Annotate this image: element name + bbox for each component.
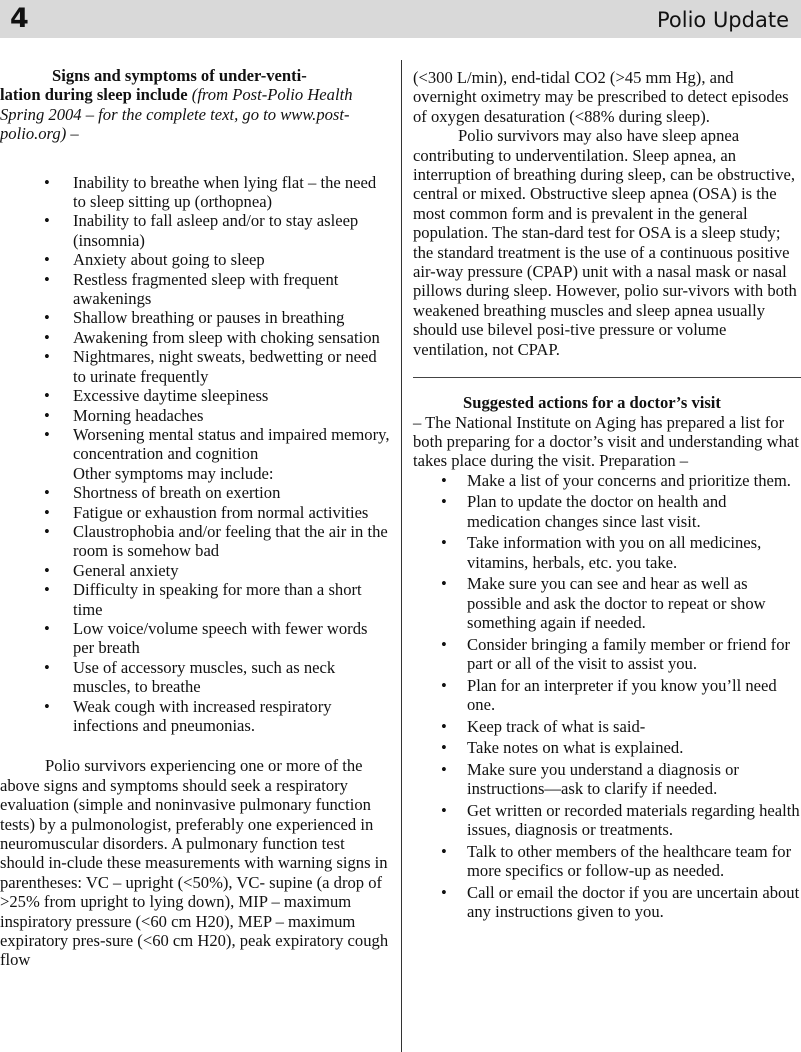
intro-heading-line-2: lation during sleep include xyxy=(0,85,188,105)
other-symptom-item-text: Fatigue or exhaustion from normal activities xyxy=(73,502,369,522)
other-symptom-item xyxy=(0,522,392,561)
action-item-text: Take information with you on all medicines, vitamins, herbals, etc. you take. xyxy=(467,533,762,572)
bullet-icon: • xyxy=(441,716,447,736)
symptom-item-text: Inability to fall asleep and/or to stay asleep (insomnia) xyxy=(73,211,359,250)
bullet-icon: • xyxy=(44,502,50,522)
column-divider xyxy=(401,60,402,1052)
action-item xyxy=(413,717,801,736)
other-symptoms-label: Other symptoms may include: xyxy=(73,463,274,483)
other-symptom-item-text: Weak cough with increased respiratory infections and pneumonias. xyxy=(73,696,332,735)
other-symptom-item-text: Difficulty in speaking for more than a short time xyxy=(73,580,362,619)
symptom-item-text: Inability to breathe when lying flat – the need to sleep sitting up (orthopnea) xyxy=(73,172,377,212)
other-symptom-item-text: Claustrophobia and/or feeling that the air in the room is somehow bad xyxy=(73,521,388,561)
symptom-item-text: Morning headaches xyxy=(73,405,204,425)
symptom-item xyxy=(0,328,392,347)
action-item-text: Make sure you can see and hear as well as possible and ask the doctor to repeat or show something again if needed. xyxy=(467,574,766,633)
bullet-icon: • xyxy=(44,657,50,677)
intro-source: (from Post-Polio Health Spring 2004 – for the complete text, go to www.post-polio.org) xyxy=(0,85,353,144)
symptom-item xyxy=(0,347,392,386)
symptom-item xyxy=(0,250,392,269)
symptom-item-text: Shallow breathing or pauses in breathing xyxy=(73,308,345,328)
evaluation-paragraph: Polio survivors experiencing one or more of the above signs and symptoms should seek a respiratory evaluation (simple and noninvasive pulmonary function tests) by a pulmonologist, preferably one experienced in neuromuscular disorders. A pulmonary function test should in-clude these measurements with warning signs in parentheses: VC – upright (<50%), VC- supine (a drop of >25% from upright to lying down), MIP – maximum inspiratory pressure (<60 cm H20), MEP – maximum expiratory pres-sure (<60 cm H20), peak expiratory cough flow xyxy=(0,756,389,970)
bullet-icon: • xyxy=(44,386,50,406)
other-symptom-item-text: General anxiety xyxy=(73,560,179,580)
action-item xyxy=(413,883,801,922)
page-header xyxy=(0,0,801,38)
bullet-icon: • xyxy=(44,521,50,541)
action-item xyxy=(413,760,801,799)
bullet-icon: • xyxy=(441,841,447,861)
bullet-icon: • xyxy=(44,580,50,600)
symptom-item xyxy=(0,386,392,405)
bullet-icon: • xyxy=(44,483,50,503)
action-item-text: Plan for an interpreter if you know you’ll need one. xyxy=(467,675,777,715)
symptom-item-text: Awakening from sleep with choking sensation xyxy=(73,327,380,347)
other-symptom-item xyxy=(0,580,392,619)
action-item xyxy=(413,801,801,840)
continuation-paragraph: (<300 L/min), end-tidal CO2 (>45 mm Hg), and overnight oximetry may be prescribed to detect episodes of oxygen desaturation (<88% during sleep). xyxy=(413,68,789,126)
action-item xyxy=(413,676,801,715)
action-item-text: Make a list of your concerns and prioritize them. xyxy=(467,470,791,490)
action-item xyxy=(413,471,801,490)
bullet-icon: • xyxy=(441,634,447,654)
action-item-text: Talk to other members of the healthcare team for more specifics or follow-up as needed. xyxy=(467,841,792,881)
bullet-icon: • xyxy=(44,327,50,347)
symptom-item-text: Anxiety about going to sleep xyxy=(73,250,265,270)
intro-dash: – xyxy=(66,124,79,144)
bullet-icon: • xyxy=(441,882,447,902)
bullet-icon: • xyxy=(44,308,50,328)
bullet-icon: • xyxy=(44,211,50,231)
symptom-item xyxy=(0,425,392,464)
bullet-icon: • xyxy=(441,738,447,758)
intro-paragraph xyxy=(0,66,392,144)
page-number: 4 xyxy=(10,3,29,34)
other-symptom-item-text: Use of accessory muscles, such as neck muscles, to breathe xyxy=(73,657,336,697)
bullet-icon: • xyxy=(441,675,447,695)
bullet-icon: • xyxy=(44,618,50,638)
symptom-item-text: Nightmares, night sweats, bedwetting or need to urinate frequently xyxy=(73,347,377,386)
bullet-icon: • xyxy=(44,696,50,716)
apnea-paragraph: Polio survivors may also have sleep apnea contributing to underventilation. Sleep apnea, an interruption of breathing during sleep, can be obstructive, central or mixed. Obstructive sleep apnea (OSA) is the most common form and is prevalent in the general population. The stan-dard test for OSA is a sleep study; the standard treatment is the use of a continuous positive air-way pressure (CPAP) unit with a nasal mask or nasal pillows during sleep. However, polio sur-vivors with both weakened breathing muscles and sleep apnea usually should use bilevel posi-tive pressure or volume ventilation, not CPAP. xyxy=(413,126,797,359)
bullet-icon: • xyxy=(441,470,447,490)
symptom-item xyxy=(0,406,392,425)
action-item-text: Make sure you understand a diagnosis or instructions—ask to clarify if needed. xyxy=(467,759,739,799)
bullet-icon: • xyxy=(44,560,50,580)
other-symptom-item xyxy=(0,658,392,697)
doctor-visit-box xyxy=(413,377,801,922)
other-symptom-list xyxy=(0,483,392,735)
action-item-text: Call or email the doctor if you are uncertain about any instructions given to you. xyxy=(467,882,800,922)
action-item xyxy=(413,738,801,757)
intro-heading-line-1: Signs and symptoms of under-venti- xyxy=(52,66,307,85)
symptom-item xyxy=(0,308,392,327)
other-symptom-item xyxy=(0,697,392,736)
bullet-icon: • xyxy=(441,533,447,553)
bullet-icon: • xyxy=(441,574,447,594)
action-item-text: Consider bringing a family member or friend for part or all of the visit to assist you. xyxy=(467,634,791,674)
other-symptom-item-text: Low voice/volume speech with fewer words per breath xyxy=(73,618,368,658)
symptom-list xyxy=(0,173,392,464)
bullet-icon: • xyxy=(441,492,447,512)
symptom-item xyxy=(0,173,392,212)
symptom-item xyxy=(0,211,392,250)
symptom-item-text: Restless fragmented sleep with frequent awakenings xyxy=(73,269,339,309)
right-column xyxy=(413,68,801,924)
other-symptom-item-text: Shortness of breath on exertion xyxy=(73,483,281,503)
bullet-icon: • xyxy=(44,172,50,192)
bullet-icon: • xyxy=(44,347,50,367)
action-item xyxy=(413,842,801,881)
action-item-text: Get written or recorded materials regarding health issues, diagnosis or treatments. xyxy=(467,800,800,840)
bullet-icon: • xyxy=(44,250,50,270)
action-item xyxy=(413,533,801,572)
action-item xyxy=(413,635,801,674)
action-item xyxy=(413,574,801,632)
other-symptom-item xyxy=(0,561,392,580)
other-symptom-item xyxy=(0,503,392,522)
bullet-icon: • xyxy=(441,800,447,820)
action-list xyxy=(413,471,801,922)
left-column xyxy=(0,66,392,970)
bullet-icon: • xyxy=(44,424,50,444)
other-symptom-item xyxy=(0,483,392,502)
bullet-icon: • xyxy=(44,405,50,425)
bullet-icon: • xyxy=(441,759,447,779)
doctor-visit-heading: Suggested actions for a doctor’s visit xyxy=(463,393,721,413)
doctor-visit-intro: – The National Institute on Aging has prepared a list for both preparing for a doctor’s visit and understanding what takes place during the visit. Preparation – xyxy=(413,412,799,471)
action-item-text: Keep track of what is said- xyxy=(467,716,646,736)
action-item-text: Plan to update the doctor on health and medication changes since last visit. xyxy=(467,492,727,531)
action-item-text: Take notes on what is explained. xyxy=(467,738,684,758)
action-item xyxy=(413,492,801,531)
publication-title: Polio Update xyxy=(656,8,789,32)
other-symptom-item xyxy=(0,619,392,658)
symptom-item-text: Worsening mental status and impaired memory, concentration and cognition xyxy=(73,424,390,464)
symptom-item xyxy=(0,270,392,309)
symptom-item-text: Excessive daytime sleepiness xyxy=(73,386,269,406)
bullet-icon: • xyxy=(44,269,50,289)
